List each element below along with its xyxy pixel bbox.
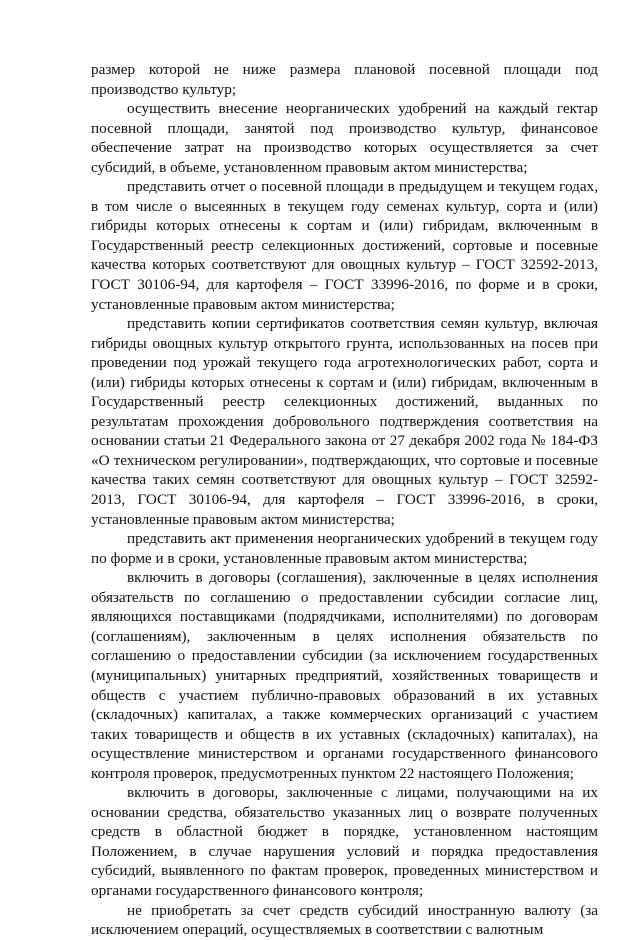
paragraph-seed-certificates: представить копии сертификатов соответствия семян культур, включая гибриды овощных культур открытого грунта, использованных на посев при проведении под урожай текущего года агротехнологических работ, сорта и (или) гибриды которых отнесены к сортам и (или) гибридам, включенным в Государственный реестр селекционных достижений, выданных по результатам прохождения добровольного подтверждения соответствия на основании статьи 21 Федерального закона от 27 декабря 2002 года № 184-ФЗ «О техническом регулировании», подтверждающих, что сортовые и посевные качества таких семян соответствуют для овощных культур – ГОСТ 32592-2013, ГОСТ 30106-94, для картофеля – ГОСТ 33996-2016, в сроки, установленные правовым актом министерства; xyxy=(91,315,598,528)
paragraph-fertilizer-act: представить акт применения неорганических удобрений в текущем году по форме и в сроки, установленные правовым актом министерства; xyxy=(91,530,598,567)
paragraph-sowing-area-report: представить отчет о посевной площади в предыдущем и текущем годах, в том числе о высеянных в текущем году семенах культур, сорта и (или) гибриды которых отнесены к сортам и (или) гибридам, включенным в Государственный реестр селекционных достижений, сортовые и посевные качества которых соответствуют для овощных культур – ГОСТ 32592-2013, ГОСТ 30106-94, для картофеля – ГОСТ 33996-2016, по форме и в сроки, установленные правовым актом министерства; xyxy=(91,178,598,313)
paragraph-continuation: размер которой не ниже размера плановой посевной площади под производство культур; xyxy=(91,61,598,98)
paragraph-foreign-currency: не приобретать за счет средств субсидий иностранную валюту (за исключением операций, осуществляемых в соответствии с валютным xyxy=(91,901,598,939)
paragraph-contractor-consent: включить в договоры (соглашения), заключенные в целях исполнения обязательств по соглашению о предоставлении субсидии согласие лиц, являющихся поставщиками (подрядчиками, исполнителями) по договорам (соглашениям), заключенным в целях исполнения обязательств по соглашению о предоставлении субсидии (за исключением государственных (муниципальных) унитарных предприятий, хозяйственных товариществ и обществ с участием публично-правовых образований в их уставных (складочных) капиталах, а также коммерческих организаций с участием таких товариществ и обществ в их уставных (складочных) капиталах), на осуществление министерством и органами государственного финансового контроля проверок, предусмотренных пунктом 22 настоящего Положения; xyxy=(91,569,598,782)
paragraph-refund-obligation: включить в договоры, заключенные с лицами, получающими на их основании средства, обязательство указанных лиц о возврате полученных средств в областной бюджет в порядке, установленном настоящим Положением, в случае нарушения условий и порядка предоставления субсидий, выявленного по фактам проверок, проведенных министерством и органами государственного финансового контроля; xyxy=(91,784,598,899)
paragraph-fertilizer-application: осуществить внесение неорганических удобрений на каждый гектар посевной площади, занятой под производство культур, финансовое обеспечение затрат на производство которых осуществляется за счет субсидий, в объеме, установленном правовым актом министерства; xyxy=(91,100,598,176)
document-body xyxy=(91,60,598,940)
